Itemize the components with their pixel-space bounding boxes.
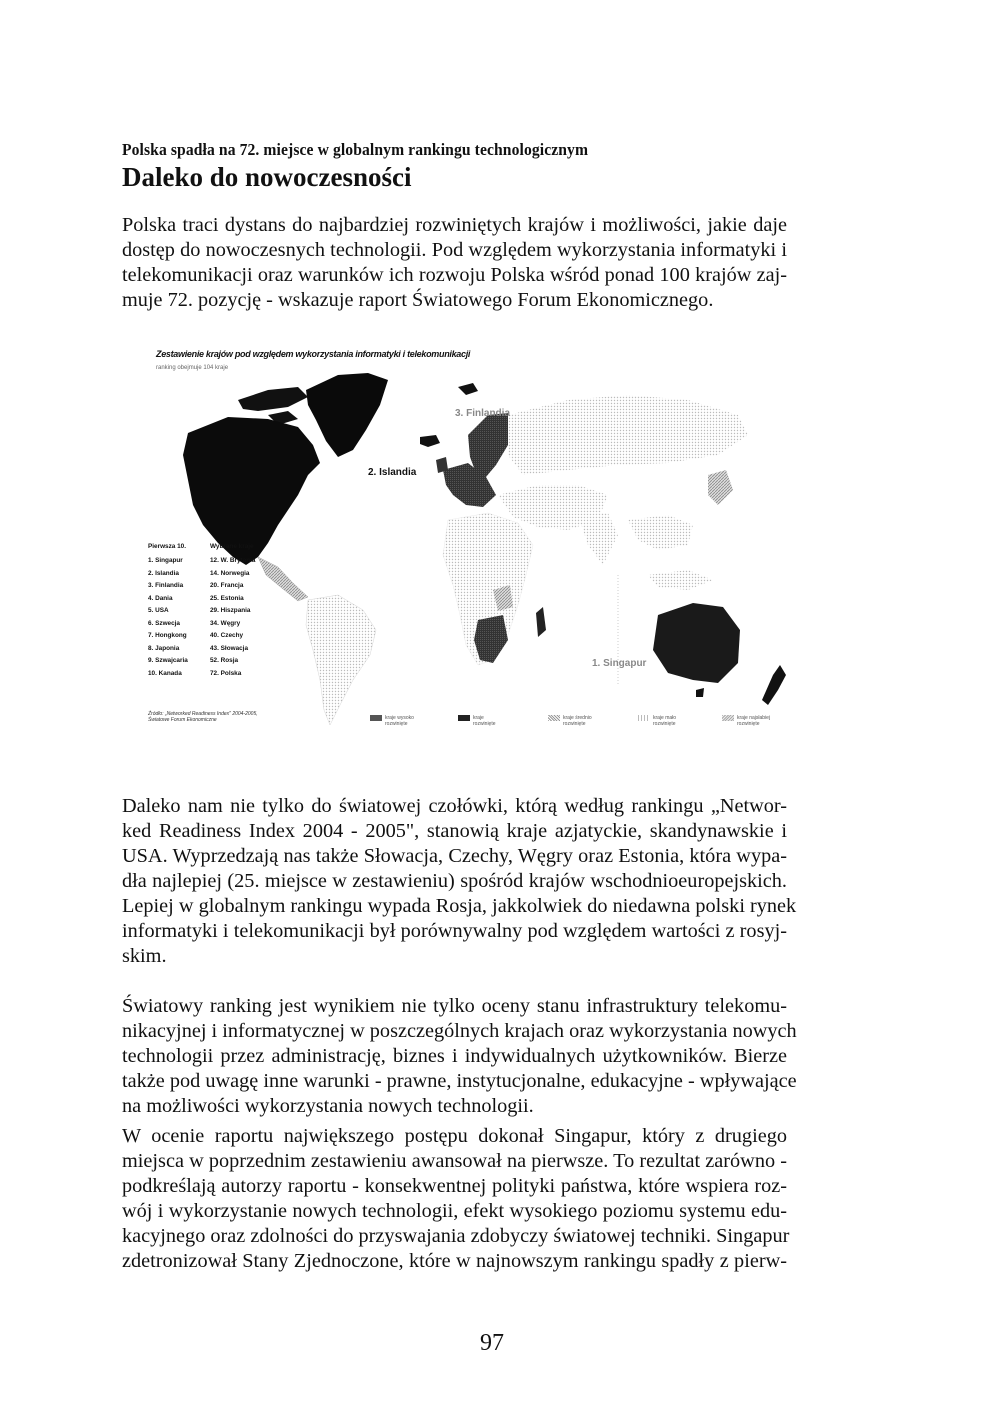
australia-shape xyxy=(653,603,740,683)
ranking-item: 14. Norwegia xyxy=(210,569,250,577)
russia-shape xyxy=(508,395,748,475)
text-line: kacyjnego oraz zdolności do przyswajania zdobyczy światowej techniki. Singapur xyxy=(122,1225,790,1247)
text-line: muje 72. pozycję - wskazuje raport Światowego Forum Ekonomicznego. xyxy=(122,289,714,311)
legend-label: rozwinięte xyxy=(563,721,586,727)
legend-item xyxy=(458,715,538,727)
ranking-item: 34. Węgry xyxy=(210,619,241,627)
text-line: Polska traci dystans do najbardziej rozwiniętych krajów i możliwości, jakie daje xyxy=(122,214,787,236)
map-label-finland: 3. Finlandia xyxy=(455,408,511,419)
text-line: informatyki i telekomunikacji był porównywalny pod względem wartości z rosyj- xyxy=(122,920,787,942)
ranking-item: 5. USA xyxy=(148,607,169,614)
source-line: Światowe Forum Ekonomiczne xyxy=(148,717,217,723)
text-line: ked Readiness Index 2004 - 2005", stanowią kraje azjatyckie, skandynawskie i xyxy=(122,820,787,842)
text-line: dostęp do nowoczesnych technologii. Pod względem wykorzystania informatyki i xyxy=(122,239,787,261)
ranking-item: 2. Islandia xyxy=(148,569,179,577)
legend-label: kraje xyxy=(473,715,484,721)
text-line: miejsca w poprzednim zestawieniu awansował na pierwsze. To rezultat zarówno - xyxy=(122,1150,787,1172)
ranking-header: Pierwsza 10. xyxy=(148,543,187,550)
body-paragraph-3 xyxy=(122,1124,790,1274)
ranking-item: 7. Hongkong xyxy=(148,632,187,639)
ranking-item: 72. Polska xyxy=(210,669,242,677)
ranking-item: 43. Słowacja xyxy=(210,644,249,652)
legend-label: kraje wysoko xyxy=(385,715,414,721)
ranking-column-top10 xyxy=(148,543,212,680)
text-line: skim. xyxy=(122,945,167,967)
ranking-item: 29. Hiszpania xyxy=(210,607,251,614)
body-paragraph-1 xyxy=(122,794,797,969)
text-line: Lepiej w globalnym rankingu wypada Rosja, jakkolwiek do niedawna polski rynek xyxy=(122,895,797,917)
map-label-iceland: 2. Islandia xyxy=(368,467,417,478)
source-line: Źródło: „Networked Readiness Index" 2004-2005, xyxy=(148,711,258,717)
ranking-header: Wybrane kraje xyxy=(210,543,254,550)
text-line: USA. Wyprzedzają nas także Słowacja, Czechy, Węgry oraz Estonia, która wypa- xyxy=(122,845,787,867)
figure-title: Zestawienie krajów pod względem wykorzystania informatyki i telekomunikacji xyxy=(156,349,471,359)
lead-paragraph xyxy=(122,213,787,313)
text-line: także pod uwagę inne warunki - prawne, instytucjonalne, edukacyjne - wpływające xyxy=(122,1070,797,1092)
text-line: wój i wykorzystanie nowych technologii, efekt wysokiego poziomu systemu edu- xyxy=(122,1200,787,1222)
text-line: telekomunikacji oraz warunków ich rozwoju Polska wśród ponad 100 krajów zaj- xyxy=(122,264,787,286)
ranking-item: 10. Kanada xyxy=(148,669,182,677)
south-america-shape xyxy=(306,595,376,725)
ranking-item: 1. Singapur xyxy=(148,557,183,564)
text-line: Daleko nam nie tylko do światowej czołówki, którą według rankingu „Networ- xyxy=(122,795,787,817)
text-line: technologii przez administrację, biznes i indywidualnych użytkowników. Bierze xyxy=(122,1045,787,1067)
legend-item xyxy=(370,715,450,727)
text-line: nikacyjnej i informatycznej w poszczególnych krajach oraz wykorzystania nowych xyxy=(122,1020,797,1042)
ranking-item: 20. Francja xyxy=(210,582,244,589)
ranking-item: 40. Czechy xyxy=(210,632,244,639)
legend-label: kraje mało xyxy=(653,715,677,721)
text-line: podkreślają autorzy raportu - konsekwentnej polityki państwa, które wspiera roz- xyxy=(122,1175,787,1197)
page-number: 97 xyxy=(480,1330,504,1356)
legend-item xyxy=(548,715,628,727)
legend-label: rozwinięte xyxy=(473,721,496,727)
ranking-item: 6. Szwecja xyxy=(148,619,180,627)
ranking-item: 4. Dania xyxy=(148,594,173,602)
text-line: zdetronizował Stany Zjednoczone, które w najnowszym rankingu spadły z pierw- xyxy=(122,1250,787,1272)
ranking-column-selected xyxy=(210,543,274,680)
legend-label: rozwinięte xyxy=(385,721,408,727)
ranking-item: 12. W. Brytania xyxy=(210,557,256,564)
legend-label: rozwinięte xyxy=(737,721,760,727)
text-line: na możliwości wykorzystania nowych technologii. xyxy=(122,1095,534,1117)
ranking-item: 25. Estonia xyxy=(210,594,244,602)
ranking-item: 9. Szwajcaria xyxy=(148,657,188,664)
legend-label: kraje najsłabiej xyxy=(737,715,771,721)
legend-label: rozwinięte xyxy=(653,721,676,727)
ranking-item: 52. Rosja xyxy=(210,657,239,664)
world-map-figure xyxy=(148,345,818,740)
ranking-item: 3. Finlandia xyxy=(148,582,184,589)
legend-item xyxy=(722,715,802,727)
text-line: W ocenie raportu największego postępu dokonał Singapur, który z drugiego xyxy=(122,1125,787,1147)
text-line: dła najlepiej (25. miejsce w zestawieniu) spośród krajów wschodnioeuropejskich. xyxy=(122,870,787,892)
article-headline: Daleko do nowoczesności xyxy=(122,162,412,192)
text-line: Światowy ranking jest wynikiem nie tylko oceny stanu infrastruktury telekomu- xyxy=(122,995,787,1017)
figure-source xyxy=(148,711,258,723)
legend-item xyxy=(638,715,718,727)
ranking-item: 8. Japonia xyxy=(148,644,180,652)
greenland-shape xyxy=(306,373,388,457)
figure-subtitle: ranking obejmuje 104 kraje xyxy=(156,365,229,371)
article-kicker: Polska spadła na 72. miejsce w globalnym rankingu technologicznym xyxy=(122,140,589,159)
legend-label: kraje średnio xyxy=(563,715,592,721)
map-label-singapore: 1. Singapur xyxy=(592,658,647,669)
body-paragraph-2 xyxy=(122,994,797,1119)
